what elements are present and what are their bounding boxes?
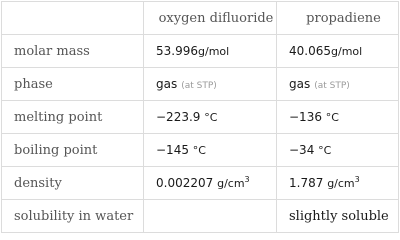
header-oxygen-difluoride: oxygen difluoride	[144, 2, 277, 35]
row-density	[2, 167, 399, 200]
phase-value: gas	[156, 77, 178, 91]
value-melting-point-propadiene	[277, 101, 399, 134]
value-molar-mass-oxygen-difluoride	[144, 35, 277, 68]
number: −136	[289, 110, 322, 124]
value-solubility-propadiene: slightly soluble	[277, 200, 399, 233]
label-melting-point: melting point	[2, 101, 144, 134]
number: −34	[289, 143, 315, 157]
unit-exponent: 3	[354, 175, 360, 184]
row-molar-mass	[2, 35, 399, 68]
number: 1.787	[289, 176, 324, 190]
unit: °C	[192, 144, 206, 157]
number: 40.065	[289, 44, 331, 58]
value-molar-mass-propadiene	[277, 35, 399, 68]
value-boiling-point-propadiene	[277, 134, 399, 167]
unit: °C	[318, 144, 332, 157]
row-phase	[2, 68, 399, 101]
label-molar-mass: molar mass	[2, 35, 144, 68]
unit: °C	[325, 111, 339, 124]
label-density: density	[2, 167, 144, 200]
label-phase: phase	[2, 68, 144, 101]
header-propadiene: propadiene	[277, 2, 399, 35]
properties-table	[1, 1, 399, 233]
row-melting-point	[2, 101, 399, 134]
value-solubility-oxygen-difluoride	[144, 200, 277, 233]
unit: g/mol	[198, 45, 230, 58]
unit: g/cm	[327, 177, 355, 190]
value-phase-oxygen-difluoride	[144, 68, 277, 101]
phase-note: (at STP)	[314, 81, 350, 91]
row-solubility-in-water	[2, 200, 399, 233]
number: 0.002207	[156, 176, 214, 190]
number: 53.996	[156, 44, 198, 58]
label-boiling-point: boiling point	[2, 134, 144, 167]
header-empty-cell	[2, 2, 144, 35]
number: −145	[156, 143, 189, 157]
value-boiling-point-oxygen-difluoride	[144, 134, 277, 167]
number: −223.9	[156, 110, 201, 124]
label-solubility-in-water: solubility in water	[2, 200, 144, 233]
phase-value: gas	[289, 77, 311, 91]
unit: g/cm	[217, 177, 245, 190]
header-row	[2, 2, 399, 35]
value-density-propadiene	[277, 167, 399, 200]
row-boiling-point	[2, 134, 399, 167]
value-phase-propadiene	[277, 68, 399, 101]
unit-exponent: 3	[244, 175, 250, 184]
phase-note: (at STP)	[181, 81, 217, 91]
unit: °C	[204, 111, 218, 124]
value-density-oxygen-difluoride	[144, 167, 277, 200]
value-melting-point-oxygen-difluoride	[144, 101, 277, 134]
unit: g/mol	[331, 45, 363, 58]
